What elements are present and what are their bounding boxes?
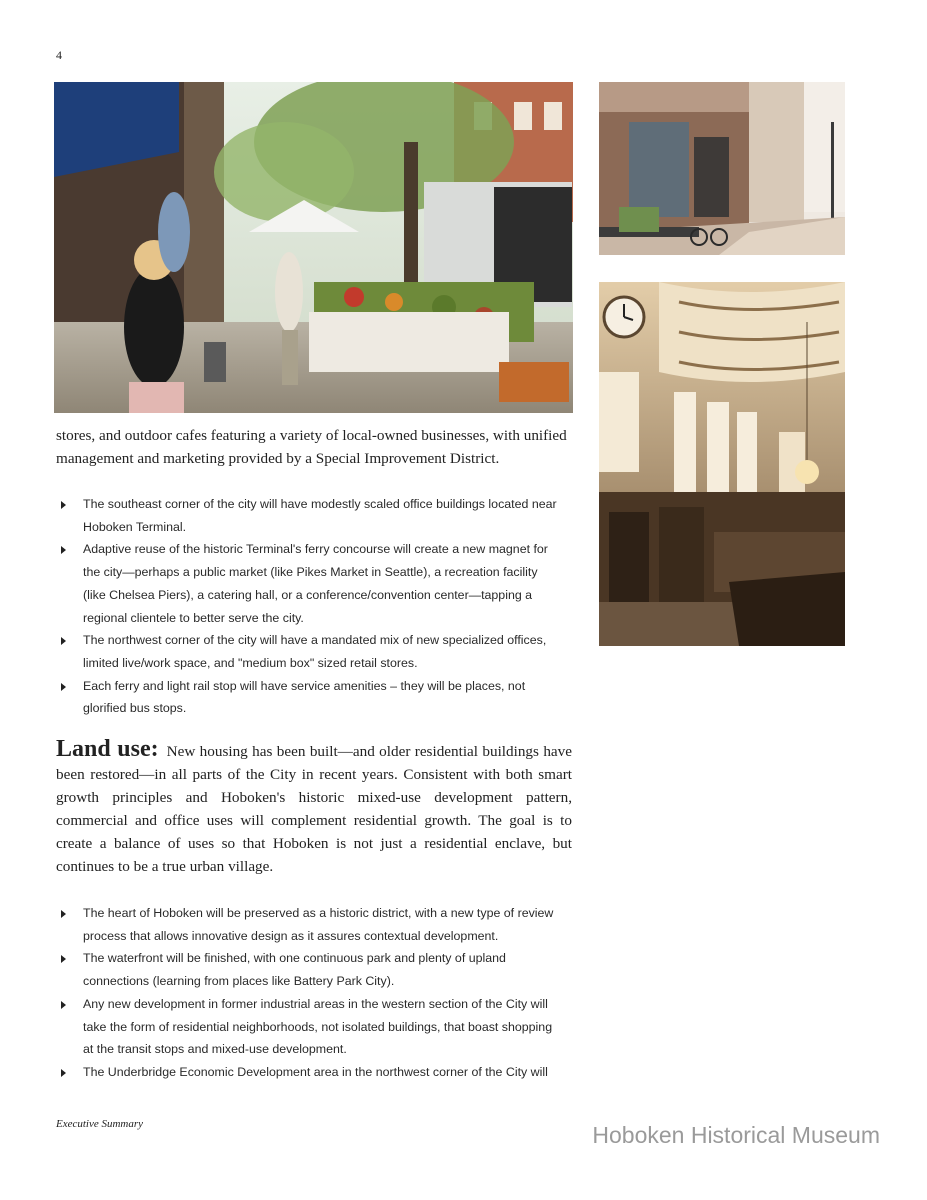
bullet-arrow-icon — [61, 1001, 66, 1009]
bullet-arrow-icon — [61, 955, 66, 963]
land-use-heading: Land use: — [56, 736, 159, 762]
list-item-text: Each ferry and light rail stop will have service amenities – they will be places, not glorified bus stops. — [83, 678, 526, 716]
list-item-text: The waterfront will be finished, with one continuous park and plenty of upland connections (learning from places like Battery Park City). — [83, 951, 506, 989]
list-item — [60, 993, 560, 1061]
bullet-arrow-icon — [61, 1069, 66, 1077]
bullet-arrow-icon — [61, 501, 66, 509]
list-item — [60, 493, 560, 538]
intro-paragraph: stores, and outdoor cafes featuring a variety of local-owned businesses, with unified management and marketing provided by a Special Improvement District. — [56, 427, 567, 467]
list-item — [60, 902, 560, 947]
museum-watermark: Hoboken Historical Museum — [592, 1122, 880, 1148]
bullet-list-development — [60, 493, 560, 720]
terminal-concourse-photo — [599, 282, 845, 646]
land-use-paragraph — [56, 738, 572, 878]
farmers-market-photo — [54, 82, 573, 413]
bullet-arrow-icon — [61, 910, 66, 918]
list-item-text: The southeast corner of the city will have modestly scaled office buildings located near Hoboken Terminal. — [83, 497, 557, 534]
list-item — [60, 675, 560, 720]
list-item-text: The Underbridge Economic Development area in the northwest corner of the City will — [83, 1064, 548, 1079]
bullet-arrow-icon — [61, 683, 66, 691]
list-item-text: Any new development in former industrial areas in the western section of the City will take the form of residential neighborhoods, not isolated buildings, that boast shopping at the transit stops and mixed-use development. — [83, 996, 553, 1057]
list-item — [60, 629, 560, 674]
list-item-text: The heart of Hoboken will be preserved as a historic district, with a new type of review process that allows innovative design as it assures contextual development. — [83, 906, 554, 943]
list-item — [60, 538, 560, 629]
bullet-arrow-icon — [61, 637, 66, 645]
list-item-text: The northwest corner of the city will have a mandated mix of new specialized offices, limited live/work space, and "medium box" sized retail stores. — [83, 633, 547, 670]
page-number: 4 — [56, 48, 62, 62]
list-item-text: Adaptive reuse of the historic Terminal's ferry concourse will create a new magnet for the city—perhaps a public market (like Pikes Market in Seattle), a recreation facility (like Chelsea Piers), a catering hall, or a conference/convention center—tapping a regional clientele to better serve the city. — [83, 542, 548, 625]
list-item — [60, 1061, 560, 1084]
footer-section-title: Executive Summary — [56, 1118, 144, 1130]
land-use-body: New housing has been built—and older residential buildings have been restored—in all parts of the City in recent years. Consistent with both smart growth principles and Hoboken's historic mixed-use development pattern, commercial and office uses will complement residential growth. The goal is to create a balance of uses so that Hoboken is not just a residential enclave, but continues to be a true urban village. — [56, 743, 572, 875]
list-item — [60, 947, 560, 992]
bullet-list-land-use — [60, 902, 560, 1084]
storefront-street-photo — [599, 82, 845, 255]
bullet-arrow-icon — [61, 546, 66, 554]
